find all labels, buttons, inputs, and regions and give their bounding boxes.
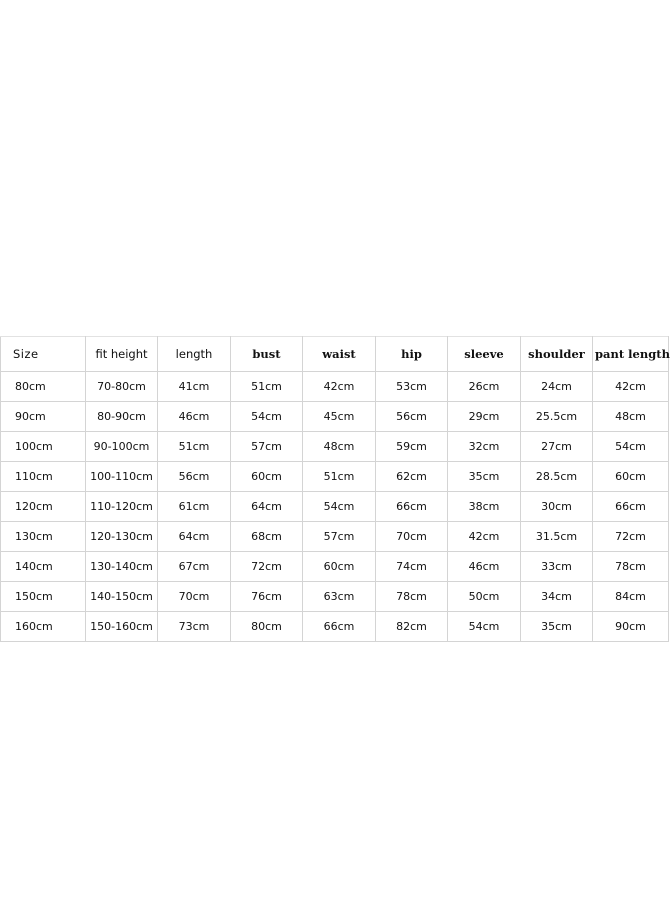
cell-sleeve: 42cm [448, 522, 521, 552]
cell-hip: 78cm [376, 582, 448, 612]
cell-bust: 54cm [231, 402, 303, 432]
cell-sleeve: 35cm [448, 462, 521, 492]
cell-shoulder: 33cm [521, 552, 593, 582]
cell-bust: 68cm [231, 522, 303, 552]
cell-size: 150cm [1, 582, 86, 612]
cell-size: 100cm [1, 432, 86, 462]
cell-fit-height: 130-140cm [86, 552, 158, 582]
cell-pant-length: 78cm [593, 552, 669, 582]
cell-sleeve: 54cm [448, 612, 521, 642]
cell-length: 61cm [158, 492, 231, 522]
header-bust: bust [231, 337, 303, 372]
cell-hip: 62cm [376, 462, 448, 492]
cell-fit-height: 140-150cm [86, 582, 158, 612]
size-chart [0, 336, 670, 633]
header-sleeve: sleeve [448, 337, 521, 372]
cell-size: 130cm [1, 522, 86, 552]
cell-length: 46cm [158, 402, 231, 432]
cell-pant-length: 66cm [593, 492, 669, 522]
cell-hip: 53cm [376, 372, 448, 402]
header-row [1, 337, 669, 372]
cell-bust: 80cm [231, 612, 303, 642]
cell-fit-height: 70-80cm [86, 372, 158, 402]
table-row [1, 372, 669, 402]
cell-waist: 63cm [303, 582, 376, 612]
cell-waist: 54cm [303, 492, 376, 522]
cell-shoulder: 34cm [521, 582, 593, 612]
cell-waist: 60cm [303, 552, 376, 582]
header-length: length [158, 337, 231, 372]
cell-hip: 82cm [376, 612, 448, 642]
cell-sleeve: 46cm [448, 552, 521, 582]
cell-fit-height: 80-90cm [86, 402, 158, 432]
cell-pant-length: 42cm [593, 372, 669, 402]
cell-waist: 48cm [303, 432, 376, 462]
cell-waist: 42cm [303, 372, 376, 402]
cell-hip: 56cm [376, 402, 448, 432]
header-waist: waist [303, 337, 376, 372]
cell-length: 64cm [158, 522, 231, 552]
cell-waist: 57cm [303, 522, 376, 552]
cell-shoulder: 35cm [521, 612, 593, 642]
cell-fit-height: 120-130cm [86, 522, 158, 552]
cell-sleeve: 38cm [448, 492, 521, 522]
cell-length: 67cm [158, 552, 231, 582]
cell-size: 90cm [1, 402, 86, 432]
cell-length: 73cm [158, 612, 231, 642]
size-chart-body [1, 372, 669, 642]
cell-pant-length: 60cm [593, 462, 669, 492]
cell-sleeve: 26cm [448, 372, 521, 402]
cell-pant-length: 72cm [593, 522, 669, 552]
header-fit-height: fit height [86, 337, 158, 372]
header-hip: hip [376, 337, 448, 372]
table-row [1, 522, 669, 552]
cell-bust: 60cm [231, 462, 303, 492]
cell-bust: 72cm [231, 552, 303, 582]
cell-fit-height: 110-120cm [86, 492, 158, 522]
table-row [1, 552, 669, 582]
cell-hip: 70cm [376, 522, 448, 552]
cell-waist: 51cm [303, 462, 376, 492]
cell-bust: 57cm [231, 432, 303, 462]
cell-sleeve: 32cm [448, 432, 521, 462]
table-row [1, 462, 669, 492]
cell-fit-height: 100-110cm [86, 462, 158, 492]
cell-bust: 64cm [231, 492, 303, 522]
cell-pant-length: 84cm [593, 582, 669, 612]
cell-waist: 45cm [303, 402, 376, 432]
cell-hip: 66cm [376, 492, 448, 522]
cell-pant-length: 54cm [593, 432, 669, 462]
cell-waist: 66cm [303, 612, 376, 642]
table-row [1, 402, 669, 432]
header-pant-length: pant length [593, 337, 669, 372]
cell-size: 80cm [1, 372, 86, 402]
size-chart-table [0, 336, 669, 642]
cell-bust: 51cm [231, 372, 303, 402]
cell-size: 120cm [1, 492, 86, 522]
cell-length: 56cm [158, 462, 231, 492]
cell-pant-length: 48cm [593, 402, 669, 432]
cell-size: 110cm [1, 462, 86, 492]
header-size: Size [1, 337, 86, 372]
table-row [1, 612, 669, 642]
cell-sleeve: 50cm [448, 582, 521, 612]
cell-bust: 76cm [231, 582, 303, 612]
table-row [1, 582, 669, 612]
cell-fit-height: 90-100cm [86, 432, 158, 462]
cell-shoulder: 31.5cm [521, 522, 593, 552]
cell-length: 70cm [158, 582, 231, 612]
cell-size: 160cm [1, 612, 86, 642]
table-row [1, 432, 669, 462]
cell-hip: 74cm [376, 552, 448, 582]
cell-sleeve: 29cm [448, 402, 521, 432]
cell-shoulder: 28.5cm [521, 462, 593, 492]
cell-fit-height: 150-160cm [86, 612, 158, 642]
cell-pant-length: 90cm [593, 612, 669, 642]
cell-length: 41cm [158, 372, 231, 402]
cell-shoulder: 25.5cm [521, 402, 593, 432]
header-shoulder: shoulder [521, 337, 593, 372]
cell-length: 51cm [158, 432, 231, 462]
cell-size: 140cm [1, 552, 86, 582]
cell-shoulder: 24cm [521, 372, 593, 402]
cell-shoulder: 30cm [521, 492, 593, 522]
cell-shoulder: 27cm [521, 432, 593, 462]
table-row [1, 492, 669, 522]
cell-hip: 59cm [376, 432, 448, 462]
